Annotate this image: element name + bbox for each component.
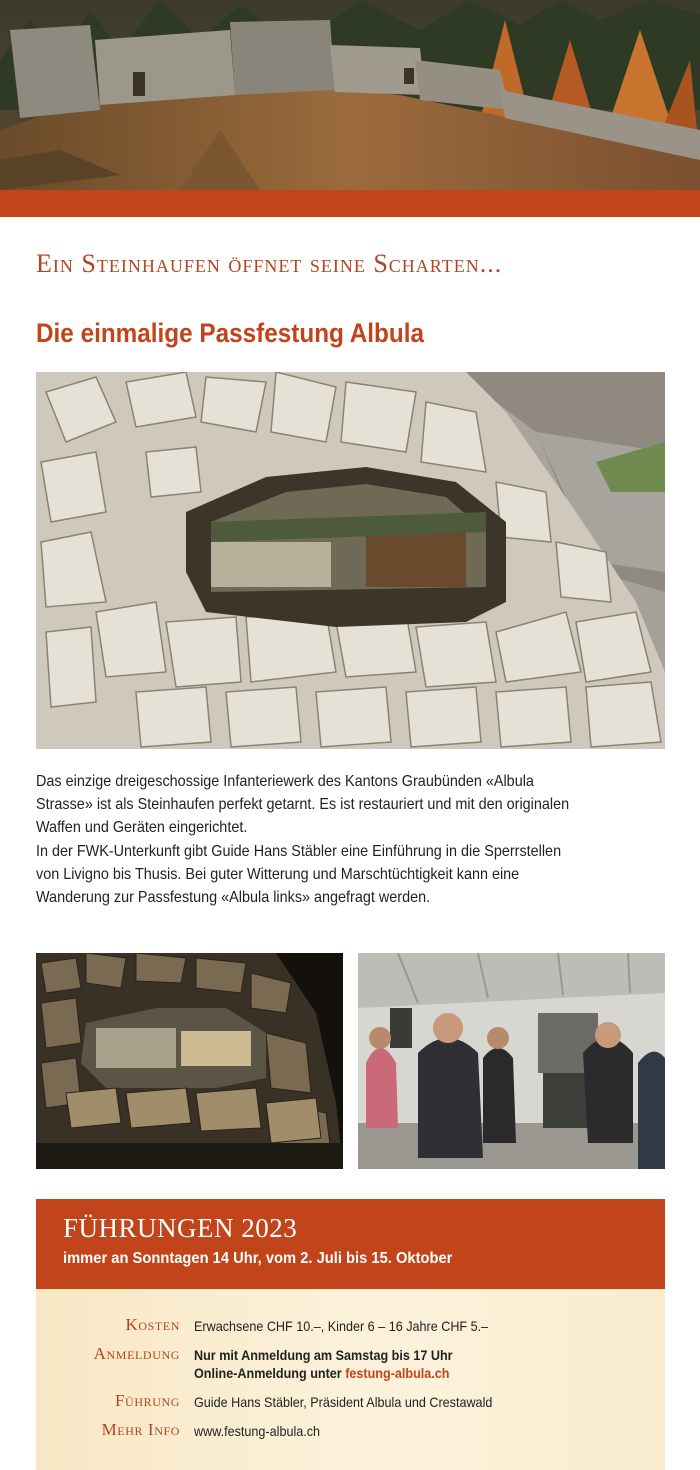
hero-photo (0, 0, 700, 190)
info-value-anmeldung (194, 1346, 453, 1382)
accent-band (0, 190, 700, 217)
info-value-kosten: Erwachsene CHF 10.–, Kinder 6 – 16 Jahre CHF 5.– (194, 1318, 489, 1334)
info-label-mehr-info: Mehr Info (101, 1420, 180, 1439)
tours-schedule: immer an Sonntagen 14 Uhr, vom 2. Juli bis 15. Oktober (63, 1250, 453, 1267)
online-registration-prefix: Online-Anmeldung unter (194, 1365, 346, 1381)
main-photo (36, 372, 665, 749)
description-text (36, 770, 676, 909)
registration-link[interactable]: festung-albula.ch (345, 1365, 450, 1381)
night-photo (36, 953, 343, 1169)
description-line: In der FWK-Unterkunft gibt Guide Hans Stäbler eine Einführung in die Sperrstellen (36, 842, 562, 860)
page-title: Die einmalige Passfestung Albula (36, 318, 425, 348)
description-line: Strasse» ist als Steinhaufen perfekt getarnt. Es ist restauriert und mit den originalen (36, 796, 570, 814)
kicker-title: Ein Steinhaufen öffnet seine Scharten... (36, 249, 503, 278)
info-label-fuehrung: Führung (115, 1391, 180, 1410)
description-line: von Livigno bis Thusis. Bei guter Witterung und Marschtüchtigkeit kann eine (36, 865, 520, 883)
website-link[interactable]: www.festung-albula.ch (194, 1423, 321, 1439)
tours-banner (36, 1199, 665, 1289)
registration-line: Nur mit Anmeldung am Samstag bis 17 Uhr (194, 1347, 453, 1363)
info-label-anmeldung: Anmeldung (93, 1344, 180, 1363)
description-line: Das einzige dreigeschossige Infanteriewerk des Kantons Graubünden «Albula (36, 773, 534, 790)
info-panel (36, 1289, 665, 1470)
tours-title: FÜHRUNGEN 2023 (63, 1213, 298, 1243)
interior-photo (358, 953, 665, 1169)
info-value-fuehrung: Guide Hans Stäbler, Präsident Albula und Crestawald (194, 1394, 493, 1410)
info-label-kosten: Kosten (125, 1315, 180, 1334)
description-line: Wanderung zur Passfestung «Albula links» angefragt werden. (36, 889, 431, 907)
description-line: Waffen und Geräten eingerichtet. (36, 819, 248, 837)
